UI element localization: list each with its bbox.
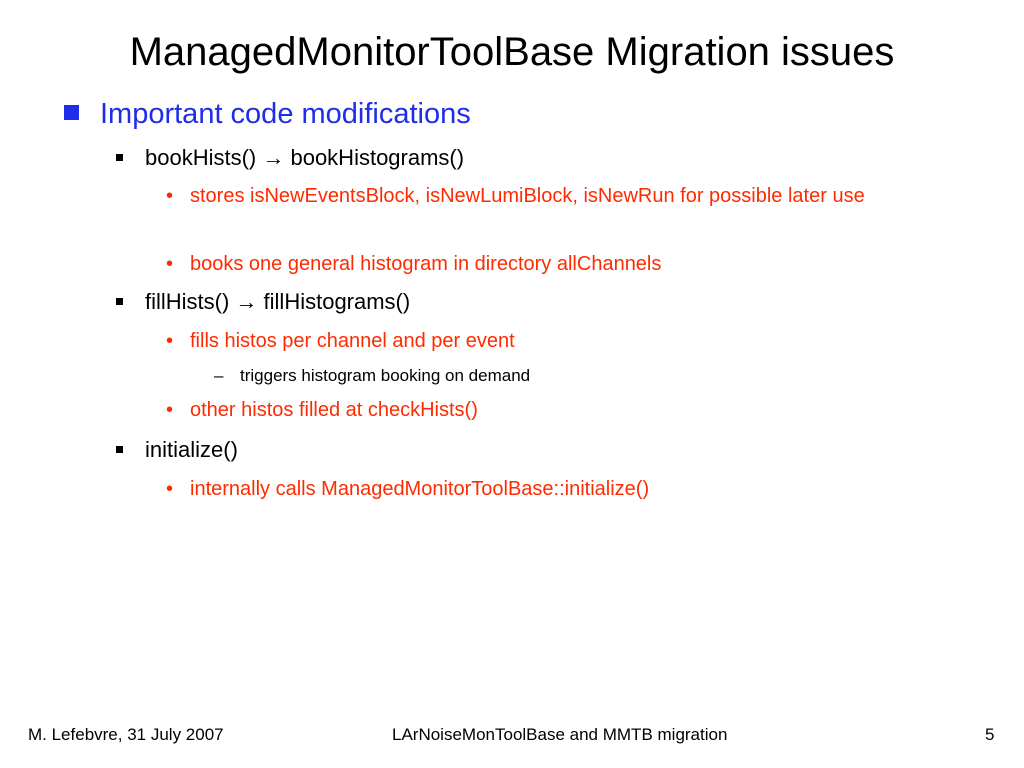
square-bullet-icon <box>116 446 123 453</box>
sub-note-text: triggers histogram booking on demand <box>240 366 531 385</box>
list-item-initialize <box>116 436 238 464</box>
list-item-fillhists <box>116 288 410 316</box>
dot-bullet-icon: • <box>166 185 174 207</box>
dot-bullet-icon: • <box>166 478 174 500</box>
list-item-label: initialize() <box>145 437 238 462</box>
heading-bullet <box>64 97 471 131</box>
note-item <box>166 326 966 356</box>
list-item-bookhists <box>116 144 464 172</box>
footer-title: LArNoiseMonToolBase and MMTB migration <box>392 725 728 744</box>
heading-text: Important code modifications <box>100 98 471 130</box>
list-item-label: bookHists() → bookHistograms() <box>145 145 465 170</box>
square-bullet-icon <box>116 154 123 161</box>
note-text: other histos filled at checkHists() <box>190 399 478 421</box>
note-item <box>166 249 966 279</box>
footer-author-date: M. Lefebvre, 31 July 2007 <box>28 725 224 744</box>
slide-title: ManagedMonitorToolBase Migration issues <box>129 30 895 74</box>
sub-note-item <box>214 364 530 388</box>
dot-bullet-icon: • <box>166 399 174 421</box>
list-item-label: fillHists() → fillHistograms() <box>145 289 411 314</box>
note-item <box>166 474 966 504</box>
square-bullet-icon <box>116 298 123 305</box>
note-text: books one general histogram in directory allChannels <box>190 253 662 275</box>
dot-bullet-icon: • <box>166 330 174 352</box>
note-text: stores isNewEventsBlock, isNewLumiBlock, isNewRun for possible later use <box>190 185 865 207</box>
note-item <box>166 181 966 211</box>
note-item <box>166 395 966 425</box>
dot-bullet-icon: • <box>166 253 174 275</box>
square-bullet-icon <box>64 105 79 120</box>
page-number: 5 <box>985 725 995 744</box>
dash-bullet-icon: – <box>214 366 224 385</box>
note-text: fills histos per channel and per event <box>190 330 515 352</box>
note-text: internally calls ManagedMonitorToolBase::initialize() <box>190 478 650 500</box>
